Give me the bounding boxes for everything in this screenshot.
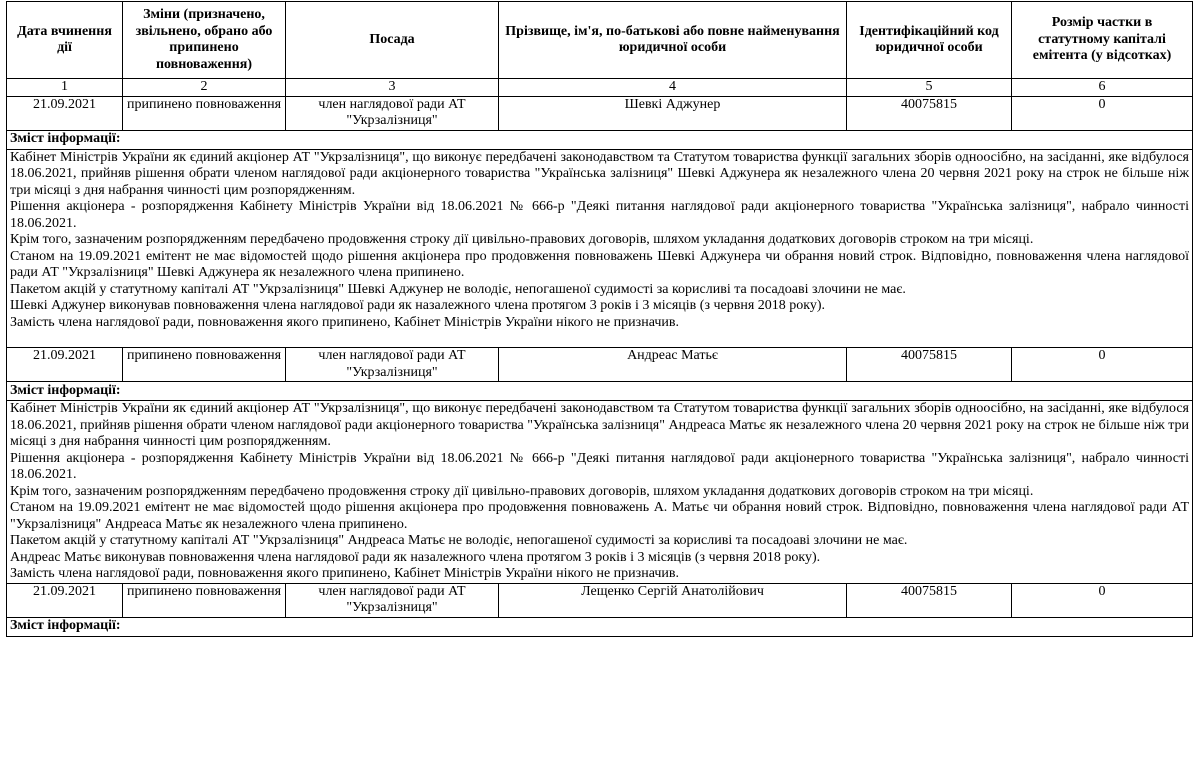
- header-date: Дата вчинення дії: [7, 2, 123, 79]
- record-name: Шевкі Аджунер: [499, 96, 847, 130]
- record-change: припинено повноваження: [123, 348, 286, 382]
- content-paragraph: Крім того, зазначеним розпорядженням передбачено продовження строку дії цивільно-правових договорів, шляхом укладання додаткових договорів строком на три місяці.: [10, 232, 1034, 247]
- content-paragraph: Рішення акціонера - розпорядження Кабінету Міністрів України від 18.06.2021 № 666-р "Деякі питання наглядової ради акціонерного товариства "Українська залізниця", набрало чинності 18.06.2021.: [10, 450, 1189, 482]
- content-text: [7, 149, 1193, 348]
- record-date: 21.09.2021: [7, 96, 123, 130]
- record-position: член наглядової ради АТ "Укрзалізниця": [286, 96, 499, 130]
- table-header-row: [7, 2, 1193, 79]
- record-name: Андреас Матьє: [499, 348, 847, 382]
- content-paragraph: Кабінет Міністрів України як єдиний акціонер АТ "Укрзалізниця", що виконує передбачені законодавством та Статутом товариства функції загальних зборів одноосібно, на засіданні, яке відбулося 18.06.2021, прийняв рішення обрати членом наглядової ради акціонерного товариства "Українська залізниця" Шевкі Аджунера як незалежного члена 20 червня 2021 року на строк не більше ніж три місяці з дня набрання чинності цим розпорядженням.: [10, 149, 1189, 198]
- content-label-row: [7, 382, 1193, 401]
- content-paragraph: Шевкі Аджунер виконував повноваження члена наглядової ради як назалежного члена протягом 3 років і 3 місяців (з червня 2018 року).: [10, 298, 826, 313]
- header-position: Посада: [286, 2, 499, 79]
- column-number: 6: [1012, 79, 1193, 97]
- table-row: [7, 583, 1193, 617]
- content-label: Зміст інформації:: [7, 130, 1193, 149]
- table-row: [7, 96, 1193, 130]
- record-share: 0: [1012, 348, 1193, 382]
- content-paragraph: Пакетом акцій у статутному капіталі АТ "Укрзалізниця" Андреаса Матьє не володіє, непогашеної судимості за корисливі та посадоаві злочини не має.: [10, 533, 908, 548]
- content-paragraph: Кабінет Міністрів України як єдиний акціонер АТ "Укрзалізниця", що виконує передбачені законодавством та Статутом товариства функції загальних зборів одноосібно, на засіданні, яке відбулося 18.06.2021, прийняв рішення обрати членом наглядової ради акціонерного товариства "Українська залізниця" Андреаса Матьє як незалежного члена 20 червня 2021 року на строк не більше ніж три місяці з дня набрання чинності цим розпорядженням.: [10, 401, 1189, 449]
- record-change: припинено повноваження: [123, 96, 286, 130]
- content-paragraph: Пакетом акцій у статутному капіталі АТ "Укрзалізниця" Шевкі Аджунер не володіє, непогашеної судимості за корисливі та посадоаві злочини не має.: [10, 281, 906, 297]
- content-paragraph: Крім того, зазначеним розпорядженням передбачено продовження строку дії цивільно-правових договорів, шляхом укладання додаткових договорів строком на три місяці.: [10, 483, 1034, 499]
- content-paragraph: Станом на 19.09.2021 емітент не має відомостей щодо рішення акціонера про продовження повноважень А. Матьє чи обрання новий строк. Відповідно, повноваження члена наглядової ради АТ "Укрзалізниця" Андреаса Матьє як незалежного члена припинено.: [10, 500, 1189, 532]
- record-code: 40075815: [847, 348, 1012, 382]
- column-number: 4: [499, 79, 847, 97]
- content-label: Зміст інформації:: [7, 382, 1193, 401]
- table-row: [7, 348, 1193, 382]
- column-numbers-row: [7, 79, 1193, 97]
- content-paragraph: Замість члена наглядової ради, повноваження якого припинено, Кабінет Міністрів України нікого не призначив.: [10, 566, 679, 581]
- content-paragraph: Замість члена наглядової ради, повноваження якого припинено, Кабінет Міністрів України нікого не призначив.: [10, 314, 679, 330]
- header-share: Розмір частки в статутному капіталі емітента (у відсотках): [1012, 2, 1193, 79]
- record-share: 0: [1012, 96, 1193, 130]
- header-code: Ідентифікаційний код юридичної особи: [847, 2, 1012, 79]
- header-name: Прізвище, ім'я, по-батькові або повне найменування юридичної особи: [499, 2, 847, 79]
- content-row: [7, 149, 1193, 348]
- content-paragraph: Рішення акціонера - розпорядження Кабінету Міністрів України від 18.06.2021 № 666-р "Деякі питання наглядової ради акціонерного товариства "Українська залізниця", набрало чинності 18.06.2021.: [10, 199, 1189, 231]
- content-label-row: [7, 130, 1193, 149]
- content-spacer: [10, 331, 1189, 347]
- column-number: 1: [7, 79, 123, 97]
- content-label: Зміст інформації:: [7, 617, 1193, 636]
- record-change: припинено повноваження: [123, 583, 286, 617]
- record-date: 21.09.2021: [7, 348, 123, 382]
- record-position: член наглядової ради АТ "Укрзалізниця": [286, 583, 499, 617]
- record-name: Лещенко Сергій Анатолійович: [499, 583, 847, 617]
- column-number: 3: [286, 79, 499, 97]
- record-position: член наглядової ради АТ "Укрзалізниця": [286, 348, 499, 382]
- column-number: 2: [123, 79, 286, 97]
- record-code: 40075815: [847, 583, 1012, 617]
- record-date: 21.09.2021: [7, 583, 123, 617]
- content-row: [7, 401, 1193, 584]
- header-change: Зміни (призначено, звільнено, обрано або припинено повноваження): [123, 2, 286, 79]
- record-share: 0: [1012, 583, 1193, 617]
- content-paragraph: Станом на 19.09.2021 емітент не має відомостей щодо рішення акціонера про продовження повноважень Шевкі Аджунера чи обрання новий строк. Відповідно, повноваження члена наглядової ради АТ "Укрзалізниця" Шевкі Аджунера як незалежного члена припинено.: [10, 248, 1189, 280]
- record-code: 40075815: [847, 96, 1012, 130]
- officials-changes-table: [6, 1, 1193, 637]
- content-paragraph: Андреас Матьє виконував повноваження члена наглядової ради як назалежного члена протягом 3 років і 3 місяців (з червня 2018 року).: [10, 549, 821, 565]
- content-label-row: [7, 617, 1193, 636]
- content-text: [7, 401, 1193, 584]
- column-number: 5: [847, 79, 1012, 97]
